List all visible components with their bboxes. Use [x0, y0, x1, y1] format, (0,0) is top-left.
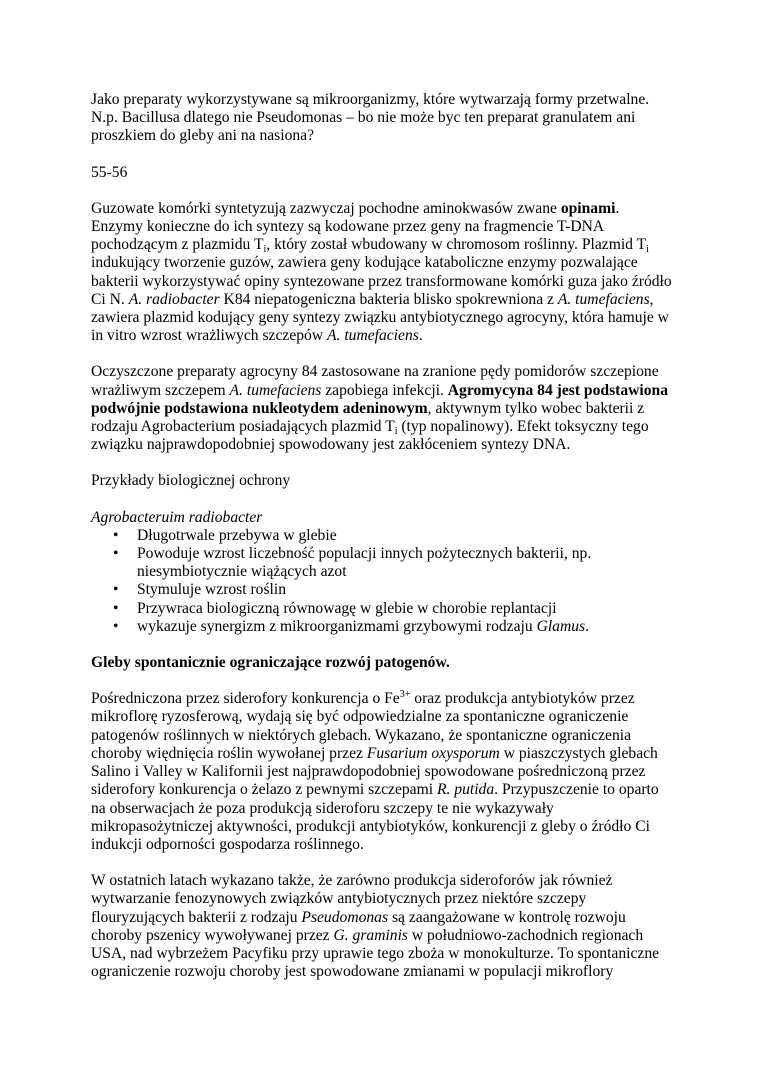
- benefits-list: [91, 527, 675, 636]
- siderofory-paragraph: Pośredniczona przez siderofory konkurencja o $Fe^{3+}$ oraz produkcja antybiotyków przez mikroflorę ryzosferową, wydają się być odpowiedzialne za spontaniczne ograniczenie patogenów roślinnych w niektórych glebach. Wykazano, że spontaniczne ograniczenia choroby więdnięcia roślin wywołanej przez Fusarium oxysporum w piaszczystych glebach Salino i Valley w Kalifornii jest najprawdopodobniej spowodowane pośredniczoną przez siderofory konkurencja o żelazo z pewnymi szczepami R. putida. Przypuszczenie to oparto na obserwacjach że poza produkcją sideroforu szczepy te nie wykazywały mikropasożytniczej aktywności, produkcji antybiotyków, konkurencji z gleby o źródło Ci indukcji odporności gospodarza roślinnego.: [91, 689, 659, 853]
- list-item: • Długotrwale przebywa w glebie: [91, 527, 675, 545]
- agrocyna-paragraph: Oczyszczone preparaty agrocyny 84 zastosowane na zranione pędy pomidorów szczepione wrażliwym szczepem A. tumefaciens zapobiega infekcji. Agromycyna 84 jest podstawiona podwójnie podstawiona nukleotydem adeninowym, aktywnym tylko wobec bakterii z rodzaju Agrobacterium posiadających plazmid $T_i$ (typ nopalinowy). Efekt toksyczny tego związku najprawdopodobniej spowodowany jest zakłóceniem syntezy DNA.: [91, 363, 668, 454]
- intro-paragraph: Jako preparaty wykorzystywane są mikroorganizmy, które wytwarzają formy przetwalne. N.p. Bacillusa dlatego nie Pseudomonas – bo nie może byc ten preparat granulatem ani proszkiem do gleby ani na nasiona?: [91, 91, 650, 145]
- organism-name: Agrobacteruim radiobacter: [91, 508, 263, 526]
- list-item: • wykazuje synergizm z mikroorganizmami grzybowymi rodzaju Glamus.: [91, 618, 675, 636]
- page-reference: 55-56: [91, 163, 128, 181]
- page-content: [91, 91, 675, 981]
- list-item: • Przywraca biologiczną równowagę w glebie w chorobie replantacji: [91, 600, 675, 618]
- term-opiny: opinami: [560, 199, 616, 217]
- agromycyna-highlight: Agromycyna 84 jest podstawiona podwójnie podstawiona nukleotydem adeninowym: [91, 381, 668, 417]
- pszenica-paragraph: W ostatnich latach wykazano także, że zarówno produkcja sideroforów jak również wytwarzanie fenozynowych związków antybiotycznych przez niektóre szczepy flouryzujących bakterii z rodzaju Pseudomonas są zaangażowane w kontrolę rozwoju choroby pszenicy wywoływanej przez G. graminis w południowo-zachodnich regionach USA, nad wybrzeżem Pacyfiku przy uprawie tego zboża w monokulturze. To spontaniczne ograniczenie rozwoju choroby jest spowodowane zmianami w populacji mikroflory: [91, 872, 660, 981]
- examples-heading: Przykłady biologicznej ochrony: [91, 472, 291, 490]
- opiny-paragraph: Guzowate komórki syntetyzują zazwyczaj pochodne aminokwasów zwane opinami. Enzymy konieczne do ich syntezy są kodowane przez geny na fragmencie T-DNA pochodzącym z plazmidu $T_i$, który został wbudowany w chromosom roślinny. Plazmid $T_i$ indukujący tworzenie guzów, zawiera geny kodujące kataboliczne enzymy pozwalające bakterii wykorzystywać opiny syntezowane przez transformowane komórki guza jako źródło Ci N. A. radiobacter K84 niepatogeniczna bakteria blisko spokrewniona z A. tumefaciens, zawiera plazmid kodujący geny syntezy związku antybiotycznego agrocyny, która hamuje w in vitro wzrost wrażliwych szczepów A. tumefaciens.: [91, 199, 672, 345]
- section-heading: Gleby spontanicznie ograniczające rozwój patogenów.: [91, 654, 450, 672]
- list-item: • Stymuluje wzrost roślin: [91, 581, 675, 599]
- list-item: • Powoduje wzrost liczebność populacji innych pożytecznych bakterii, np. niesymbiotycznie wiążących azot: [91, 545, 675, 581]
